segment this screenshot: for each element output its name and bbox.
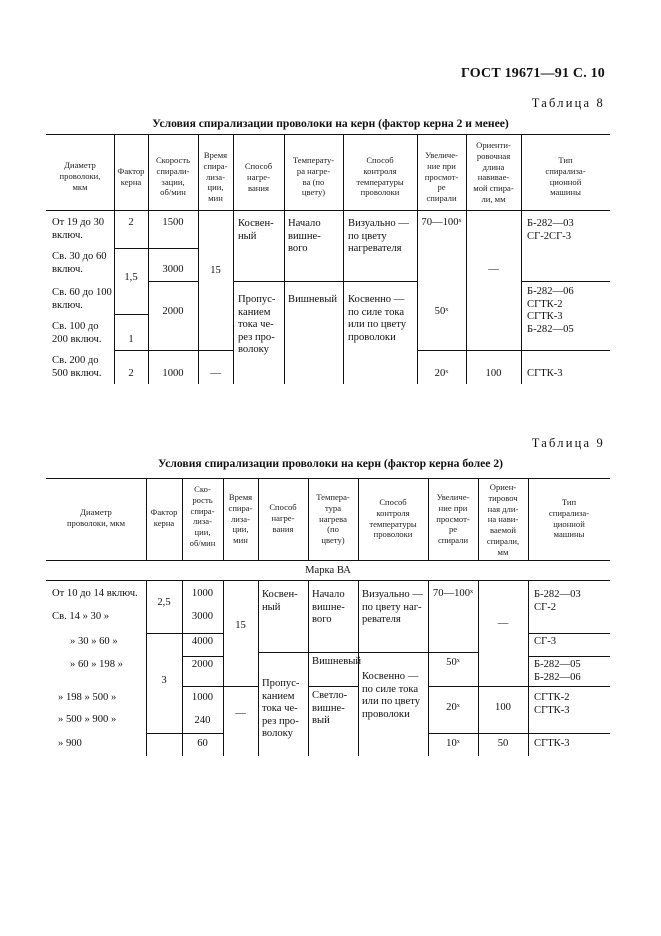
table-8-title: Условия спирализации проволоки на керн (фактор керна 2 и менее) — [152, 117, 509, 130]
t9-machine: СГ-3 — [534, 636, 557, 647]
t8-cell-rule — [521, 281, 610, 282]
t9-factor: 3 — [161, 675, 167, 686]
t9-speed: 1000 — [191, 588, 214, 599]
t8-header-length: Ориенти- ровочная длина навивае- мой спира- ли, мм — [473, 140, 514, 204]
t8-cell-rule — [114, 314, 148, 315]
t9-magnification: 50ˣ — [446, 657, 460, 668]
t9-diameter: Св. 14 » 30 » — [52, 611, 110, 622]
t9-cell-rule — [182, 656, 223, 657]
t9-control: Визуально — по цвету наг- ревателя — [362, 589, 423, 625]
t9-col-sep — [358, 580, 359, 756]
t9-header-heating: Способ нагре- вания — [269, 502, 297, 534]
t9-cell-rule — [146, 733, 182, 734]
t8-diameter: Св. 30 до 60 включ. — [52, 251, 107, 275]
t9-cell-rule — [528, 633, 610, 634]
t8-diameter: Св. 60 до 100 включ. — [52, 287, 112, 311]
t9-col-sep — [258, 580, 259, 756]
t9-diameter: » 198 » 500 » — [58, 692, 117, 703]
table-9-label: Таблица 9 — [531, 436, 605, 450]
t9-section-rule — [46, 580, 610, 581]
t8-diameter: От 19 до 30 включ. — [52, 217, 105, 241]
t8-control: Косвенно — по силе тока или по цвету проволоки — [348, 294, 406, 343]
t9-col-sep — [223, 580, 224, 756]
t8-cell-rule — [148, 281, 198, 282]
table-8-label: Таблица 8 — [531, 96, 605, 110]
t8-header-temp: Температу- ра нагре- ва (по цвету) — [292, 155, 335, 198]
t8-factor: 2 — [128, 368, 134, 379]
t8-time: 15 — [210, 265, 221, 276]
t9-cell-rule — [182, 633, 223, 634]
t8-temperature: Начало вишне- вого — [288, 218, 321, 254]
t8-cell-rule — [233, 281, 417, 282]
t8-machine: Б-282—03 СГ-2СГ-3 — [527, 218, 574, 242]
t9-header-control: Способ контроля температуры проволоки — [369, 497, 417, 540]
t8-heating: Косвен- ный — [238, 218, 274, 242]
t9-section-label: Марка ВА — [305, 565, 351, 576]
t9-time: 15 — [235, 620, 246, 631]
t9-cell-rule — [428, 686, 610, 687]
t8-factor: 1 — [128, 334, 134, 345]
t9-speed: 1000 — [191, 692, 214, 703]
t8-time: — — [210, 368, 221, 379]
t9-length: — — [497, 618, 509, 629]
table-9-title: Условия спирализации проволоки на керн (фактор керна более 2) — [158, 457, 503, 470]
t8-magnification: 50ˣ — [434, 306, 449, 317]
t9-machine: Б-282—05 Б-282—06 — [534, 659, 581, 683]
t9-machine: СГТК-3 — [534, 738, 570, 749]
t8-control: Визуально — по цвету нагревателя — [348, 218, 409, 254]
t9-temperature: Начало вишне- вого — [312, 589, 345, 625]
t9-cell-rule — [528, 656, 610, 657]
t9-header-time: Время спира- лиза- ции, мин — [228, 492, 253, 546]
t9-cell-rule — [428, 733, 610, 734]
t9-diameter: » 500 » 900 » — [58, 714, 117, 725]
t8-header-magnification: Увеличе- ние при просмот- ре спирали — [424, 150, 459, 204]
t9-cell-rule — [182, 733, 223, 734]
t9-cell-rule — [182, 686, 223, 687]
t9-length: 100 — [495, 702, 511, 713]
t9-control: Косвенно — по силе тока или по цвету проволоки — [362, 671, 420, 720]
t8-factor: 1,5 — [124, 272, 138, 283]
t8-length: 100 — [485, 368, 502, 379]
t8-header-control: Способ контроля температуры проволоки — [356, 155, 404, 198]
t9-diameter: » 30 » 60 » — [70, 636, 118, 647]
t8-header-machine: Тип спирализа- ционной машины — [545, 155, 586, 198]
t9-speed: 240 — [194, 715, 211, 726]
t9-magnification: 20ˣ — [446, 702, 460, 713]
t8-magnification: 20ˣ — [434, 368, 449, 379]
t9-header-diameter: Диаметр проволоки, мкм — [66, 507, 126, 528]
t9-cell-rule — [223, 686, 258, 687]
t9-diameter: От 10 до 14 включ. — [52, 588, 138, 599]
t9-cell-rule — [308, 686, 358, 687]
t8-header-diameter: Диаметр проволоки, мкм — [59, 160, 101, 192]
t8-speed: 2000 — [162, 306, 184, 317]
t9-factor: 2,5 — [157, 597, 171, 608]
t8-header-heating: Способ нагре- вания — [244, 161, 273, 193]
t8-speed: 1000 — [162, 368, 184, 379]
t9-col-sep — [308, 580, 309, 756]
t8-factor: 2 — [128, 217, 134, 228]
t8-speed: 1500 — [162, 217, 184, 228]
t8-header-speed: Скорость спирали- зации, об/мин — [155, 155, 191, 198]
t9-diameter: » 900 — [58, 738, 82, 749]
t8-diameter: Св. 200 до 500 включ. — [52, 355, 102, 379]
t9-header-temp: Темпера- тура нагрева (по цвету) — [316, 492, 350, 546]
t9-length: 50 — [497, 738, 509, 749]
t8-speed: 3000 — [162, 264, 184, 275]
t9-col-sep — [478, 580, 479, 756]
t9-header-length: Ориен- тировоч ная дли- на нави- ваемой спирали, мм — [486, 482, 520, 557]
t8-top-rule — [46, 134, 610, 135]
t8-header-factor: Фактор керна — [117, 166, 145, 187]
t8-machine: СГТК-3 — [527, 368, 563, 379]
t8-length: — — [488, 264, 499, 275]
t8-heating: Пропус- канием тока че- рез про- волоку — [238, 294, 276, 355]
t8-diameter: Св. 100 до 200 включ. — [52, 321, 102, 345]
t8-header-time: Время спира- лиза- ции, мин — [203, 150, 228, 204]
t8-cell-rule — [114, 350, 233, 351]
t9-machine: СГТК-2 СГТК-3 — [534, 692, 570, 716]
t8-machine: Б-282—06 СГТК-2 СГТК-3 Б-282—05 — [527, 286, 574, 335]
t8-temperature: Вишневый — [288, 294, 338, 305]
t9-cell-rule — [258, 652, 428, 653]
t9-time: — — [235, 708, 246, 719]
t9-temperature: Вишневый — [312, 656, 362, 667]
t9-magnification: 70—100ˣ — [432, 588, 474, 599]
t8-cell-rule — [114, 248, 148, 249]
t9-heating: Пропус- канием тока че- рез про- волоку — [262, 678, 300, 739]
t9-header-magnification: Увеличе- ние при просмот- ре спирали — [436, 492, 470, 546]
t9-header-speed: Ско- рость спира- лиза- ции, об/мин — [189, 484, 216, 548]
t9-top-rule — [46, 478, 610, 479]
t8-magnification: 70—100ˣ — [421, 217, 462, 228]
t8-cell-rule — [148, 248, 198, 249]
t9-header-factor: Фактор керна — [150, 507, 178, 528]
t9-header-rule — [46, 560, 610, 561]
page-header: ГОСТ 19671—91 С. 10 — [461, 66, 605, 81]
t8-cell-rule — [417, 350, 610, 351]
t9-diameter: » 60 » 198 » — [70, 659, 123, 670]
t9-cell-rule — [428, 652, 478, 653]
t8-header-rule — [46, 210, 610, 211]
t9-col-sep — [528, 580, 529, 756]
t9-speed: 2000 — [191, 659, 214, 670]
t9-magnification: 10ˣ — [446, 738, 460, 749]
t9-temperature: Светло- вишне- вый — [312, 690, 348, 726]
t9-heating: Косвен- ный — [262, 589, 298, 613]
t9-speed: 60 — [197, 738, 208, 749]
t9-machine: Б-282—03 СГ-2 — [534, 589, 581, 613]
t9-cell-rule — [146, 633, 182, 634]
t9-header-machine: Тип спирализа- ционной машины — [548, 497, 590, 540]
t9-speed: 3000 — [191, 611, 214, 622]
t9-speed: 4000 — [191, 636, 214, 647]
